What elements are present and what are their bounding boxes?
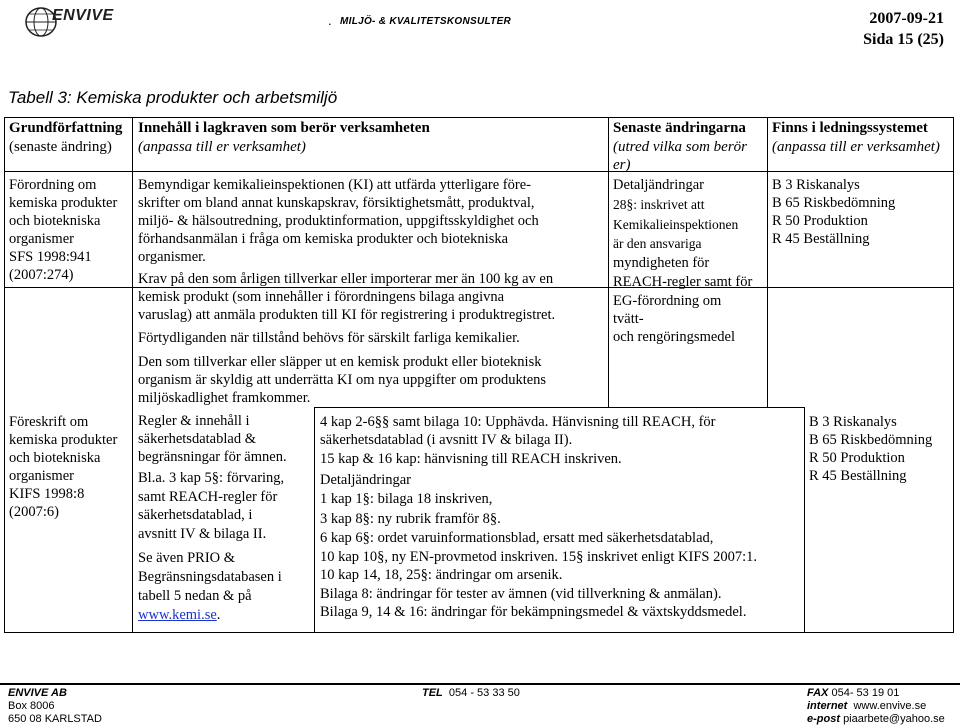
internet-label: internet [807, 700, 848, 712]
law-line: organismer [9, 468, 74, 484]
content-line: organism är skyldig att underrätta KI om nya uppgifter om produktens [138, 372, 547, 388]
fax-label: FAX [807, 687, 829, 699]
change-line: säkerhetsdatablad (i avsnitt IV & bilaga II). [320, 432, 573, 448]
col-law-subtitle: (senaste ändring) [9, 139, 112, 155]
change-line: och rengöringsmedel [613, 329, 736, 345]
email-label: e-post [807, 713, 840, 725]
law-line: Förordning om [9, 177, 97, 193]
content-line: skrifter om bland annat kunskapskrav, försiktighetsmått, produktval, [138, 195, 535, 211]
footer-city: 650 08 KARLSTAD [8, 713, 102, 725]
law-line: (2007:6) [9, 504, 59, 520]
content-line: Begränsningsdatabasen i [138, 569, 282, 585]
table-title: Tabell 3: Kemiska produkter och arbetsmiljö [8, 88, 338, 107]
footer-box: Box 8006 [8, 700, 55, 712]
email-address[interactable]: piaarbete@yahoo.se [843, 713, 945, 725]
kemi-website-link[interactable]: www.kemi.se [138, 607, 217, 623]
content-line: tabell 5 nedan & på [138, 588, 252, 604]
footer-company: ENVIVE AB [8, 687, 67, 699]
law-line: SFS 1998:941 [9, 249, 92, 265]
change-line: tvätt- [613, 311, 644, 327]
content-line: samt REACH-regler för [138, 489, 278, 505]
footer-phone [422, 686, 520, 700]
content-line: miljöskadlighet framkommer. [138, 390, 311, 406]
changes-heading: Detaljändringar [320, 472, 411, 488]
system-ref: R 45 Beställning [809, 468, 907, 484]
content-line: miljö- & hälsoutredning, produktinformation, uppgiftsskyldighet och [138, 213, 539, 229]
col-content-title: Innehåll i lagkraven som berör verksamheten [138, 120, 430, 136]
change-line: myndigheten för [613, 255, 710, 271]
system-ref: B 3 Riskanalys [809, 414, 897, 430]
footer-email [807, 712, 945, 726]
change-line: Kemikalieinspektionen [613, 217, 739, 232]
footer-internet [807, 699, 926, 713]
changes-heading: Detaljändringar [613, 177, 704, 193]
change-line: 1 kap 1§: bilaga 18 inskriven, [320, 491, 493, 507]
col-law-title: Grundförfattning [9, 120, 123, 136]
content-line: Regler & innehåll i [138, 413, 250, 429]
law-line: och biotekniska [9, 213, 101, 229]
system-ref: B 65 Riskbedömning [772, 195, 896, 211]
col-system-title: Finns i ledningssystemet [772, 120, 928, 136]
footer-fax [807, 686, 899, 700]
system-ref: R 50 Produktion [809, 450, 905, 466]
change-line: 4 kap 2-6§§ samt bilaga 10: Upphävda. Hänvisning till REACH, för [320, 414, 716, 430]
change-line: 6 kap 6§: ordet varuinformationsblad, ersatt med säkerhetsdatablad, [320, 530, 714, 546]
change-line: är den ansvariga [613, 236, 702, 251]
system-ref: B 3 Riskanalys [772, 177, 860, 193]
content-line: organismer. [138, 249, 206, 265]
law-line: och biotekniska [9, 450, 101, 466]
content-line: Den som tillverkar eller släpper ut en kemisk produkt eller bioteknisk [138, 354, 542, 370]
content-line: säkerhetsdatablad & [138, 431, 256, 447]
col-system-subtitle: (anpassa till er verksamhet) [772, 139, 940, 155]
content-line: Förtydliganden när tillstånd behövs för särskilt farliga kemikalier. [138, 330, 520, 346]
law-line: organismer [9, 231, 74, 247]
col-changes-subtitle: (utred vilka som berör [613, 139, 748, 155]
change-line: EG-förordning om [613, 293, 722, 309]
col-changes-title: Senaste ändringarna [613, 120, 746, 136]
law-line: Föreskrift om [9, 414, 89, 430]
col-changes-subtitle: er) [613, 157, 631, 173]
content-line: Bl.a. 3 kap 5§: förvaring, [138, 470, 285, 486]
system-ref: R 50 Produktion [772, 213, 868, 229]
law-line: KIFS 1998:8 [9, 486, 85, 502]
link-suffix: . [216, 607, 221, 623]
phone-label: TEL [422, 687, 443, 699]
content-line: förhandsanmälan i fråga om kemiska produkter och biotekniska [138, 231, 509, 247]
content-line [138, 606, 220, 624]
header-tagline: MILJÖ- & KVALITETSKONSULTER [340, 16, 512, 27]
internet-url[interactable]: www.envive.se [853, 700, 927, 712]
content-line: begränsningar för ämnen. [138, 449, 287, 465]
change-line: Bilaga 9, 14 & 16: ändringar för bekämpningsmedel & växtskyddsmedel. [320, 604, 747, 620]
law-line: (2007:274) [9, 267, 74, 283]
content-line: Krav på den som årligen tillverkar eller importerar mer än 100 kg av en [138, 271, 554, 287]
col-content-subtitle: (anpassa till er verksamhet) [138, 139, 306, 155]
change-line: 3 kap 8§: ny rubrik framför 8§. [320, 511, 501, 527]
content-line: kemisk produkt (som innehåller i förordningens bilaga angivna [138, 289, 505, 305]
document-date: 2007-09-21 [869, 10, 944, 27]
content-line: Se även PRIO & [138, 550, 236, 566]
change-line: REACH-regler samt för [613, 274, 753, 290]
header-separator: . [328, 13, 332, 28]
footer-divider [0, 683, 960, 685]
change-line: Bilaga 8: ändringar för tester av ämnen (vid tillverkning & anmälan). [320, 586, 722, 602]
change-line: 10 kap 10§, ny EN-provmetod inskriven. 15§ inskrivet enligt KIFS 2007:1. [320, 549, 757, 565]
content-line: säkerhetsdatablad, i [138, 507, 253, 523]
logo-wordmark: ENVIVE [52, 7, 114, 24]
fax-number: 054- 53 19 01 [831, 687, 900, 699]
change-line: 10 kap 14, 18, 25§: ändringar om arsenik. [320, 567, 563, 583]
change-line: 28§: inskrivet att [613, 197, 705, 212]
page-number: Sida 15 (25) [863, 31, 944, 48]
law-line: kemiska produkter [9, 195, 118, 211]
content-line: varuslag) att anmäla produkten till KI för registrering i produktregistret. [138, 307, 556, 323]
system-ref: R 45 Beställning [772, 231, 870, 247]
system-ref: B 65 Riskbedömning [809, 432, 933, 448]
change-line: 15 kap & 16 kap: hänvisning till REACH inskriven. [320, 451, 622, 467]
content-line: Bemyndigar kemikalieinspektionen (KI) att utfärda ytterligare före- [138, 177, 531, 193]
law-line: kemiska produkter [9, 432, 118, 448]
phone-number: 054 - 53 33 50 [448, 687, 520, 699]
content-line: avsnitt IV & bilaga II. [138, 526, 267, 542]
